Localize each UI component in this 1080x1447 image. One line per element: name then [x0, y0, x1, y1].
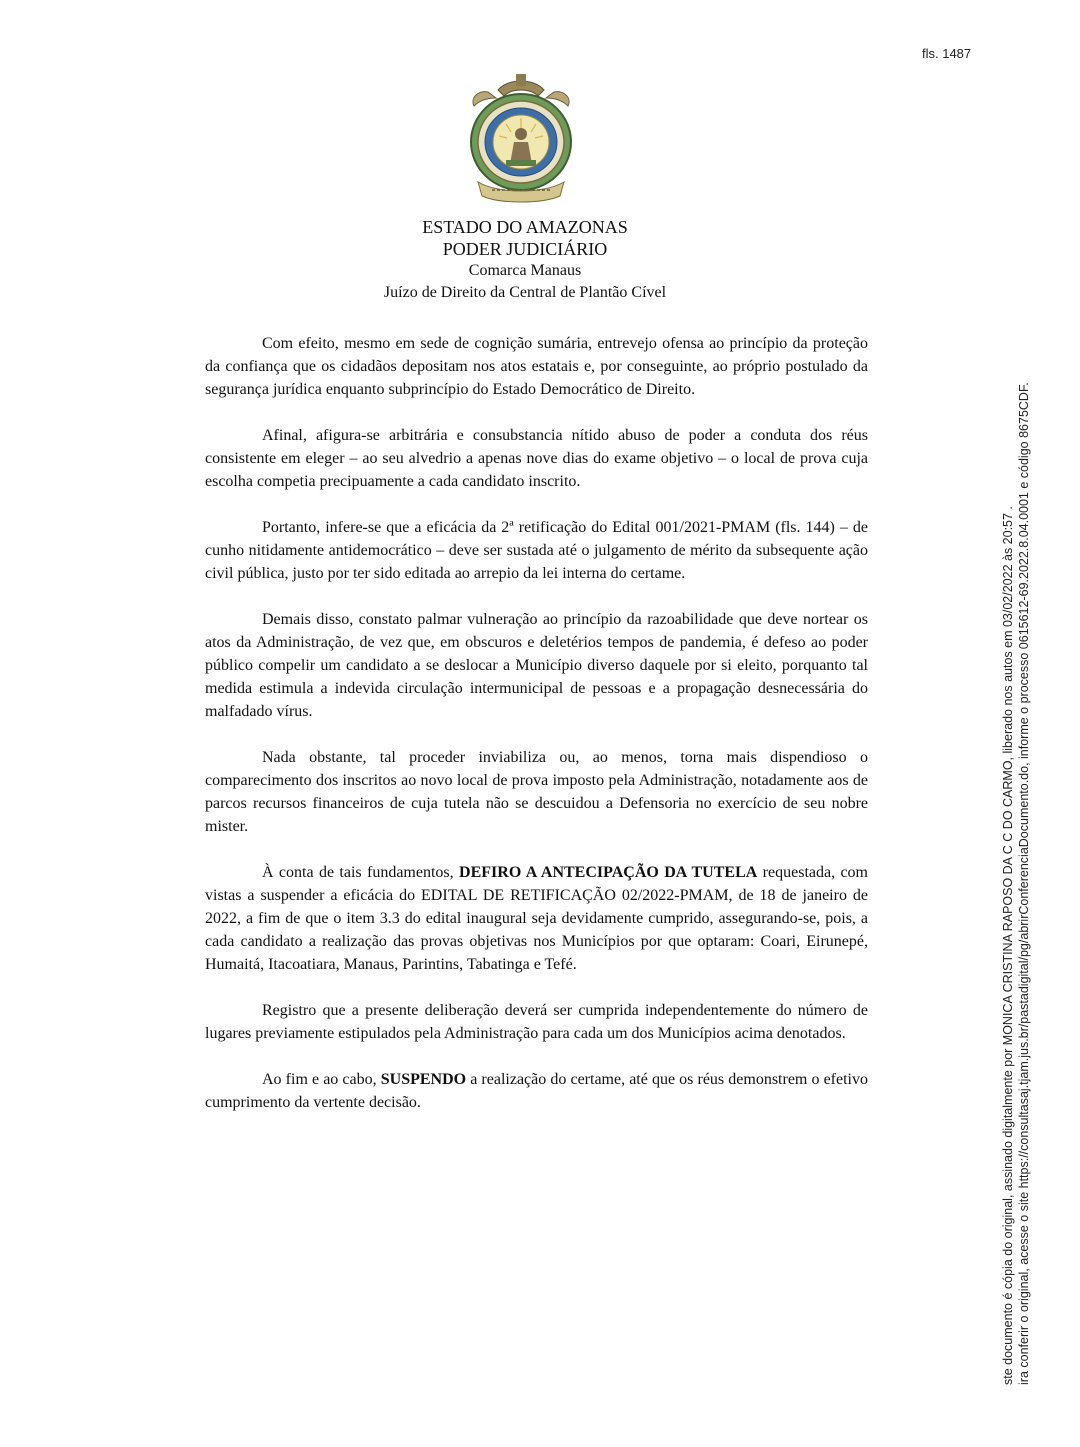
authentication-side-note: [1000, 382, 1032, 1385]
suspension-word: SUSPENDO: [380, 1071, 467, 1088]
header-district: Comarca Manaus: [468, 262, 582, 279]
ruling-grant: DEFIRO A ANTECIPAÇÃO DA TUTELA: [459, 864, 758, 881]
page-number: fls. 1487: [922, 46, 972, 61]
paragraph: Registro que a presente deliberação deverá ser cumprida independentemente do número de lugares previamente estipulados pela Administração para cada um dos Municípios acima denotados.: [205, 1002, 868, 1042]
paragraph: Nada obstante, tal proceder inviabiliza ou, ao menos, torna mais dispendioso o comparecimento dos inscritos ao novo local de prova imposto pela Administração, notadamente aos de parcos recursos financeiros de cuja tutela não se descuidou a Defensoria no exercício de seu nobre mister.: [205, 749, 868, 835]
paragraph-suspension: [205, 1068, 868, 1114]
suspension-details: a realização do certame, até que os réus demonstrem o efetivo cumprimento da vertente decisão.: [205, 1071, 868, 1111]
side-note-line: ira conferir o original, acesse o site https://consultasaj.tjam.jus.br/pastadigital/pg/abrirConferenciaDocumento.do, informe o processo 0615612-69.2022.8.04.0001 e código 8675CDF.: [1017, 382, 1031, 1385]
header-state: ESTADO DO AMAZONAS: [422, 217, 628, 237]
paragraph: Demais disso, constato palmar vulneração ao princípio da razoabilidade que deve nortear os atos da Administração, de vez que, em obscuros e deletérios tempos de pandemia, é defeso ao poder público compelir um candidato a se deslocar a Município diverso daquele por si eleito, porquanto tal medida estimula a indevida circulação intermunicipal de pessoas e a propagação desnecessária do malfadado vírus.: [205, 611, 868, 720]
paragraph: Portanto, infere-se que a eficácia da 2ª retificação do Edital 001/2021-PMAM (fls. 144) – de cunho nitidamente antidemocrático – deve ser sustada até o julgamento de mérito da subsequente ação civil pública, justo por ter sido editada ao arrepio da lei interna do certame.: [205, 519, 868, 582]
ruling-intro: À conta de tais fundamentos,: [262, 864, 460, 881]
side-note-line: ste documento é cópia do original, assinado digitalmente por MONICA CRISTINA RAPOSO DA C C DO CARMO, liberado nos autos em 03/02/2022 às 20:57 .: [1001, 506, 1015, 1385]
decision-body: [205, 332, 868, 1137]
suspension-intro: Ao fim e ao cabo,: [262, 1071, 381, 1088]
header-power: PODER JUDICIÁRIO: [442, 239, 608, 259]
document-header: [205, 216, 845, 304]
ruling-details: requestada, com vistas a suspender a eficácia do EDITAL DE RETIFICAÇÃO 02/2022-PMAM, de 18 de janeiro de 2022, a fim de que o item 3.3 do edital inaugural seja devidamente cumprido, assegurando-se, pois, a cada candidato a realização das provas objetivas nos Municípios por que optaram: Coari, Eirunepé, Humaitá, Itacoatiara, Manaus, Parintins, Tabatinga e Tefé.: [205, 864, 869, 973]
paragraph: Com efeito, mesmo em sede de cognição sumária, entrevejo ofensa ao princípio da proteção da confiança que os cidadãos depositam nos atos estatais e, por conseguinte, ao próprio postulado da segurança jurídica enquanto subprincípio do Estado Democrático de Direito.: [205, 335, 868, 398]
paragraph-ruling: [205, 861, 868, 976]
coat-of-arms-seal-icon: [458, 72, 584, 210]
header-court: Juízo de Direito da Central de Plantão Cível: [383, 284, 667, 301]
paragraph: Afinal, afigura-se arbitrária e consubstancia nítido abuso de poder a conduta dos réus consistente em eleger – ao seu alvedrio a apenas nove dias do exame objetivo – o local de prova cuja escolha competia precipuamente a cada candidato inscrito.: [205, 427, 868, 490]
